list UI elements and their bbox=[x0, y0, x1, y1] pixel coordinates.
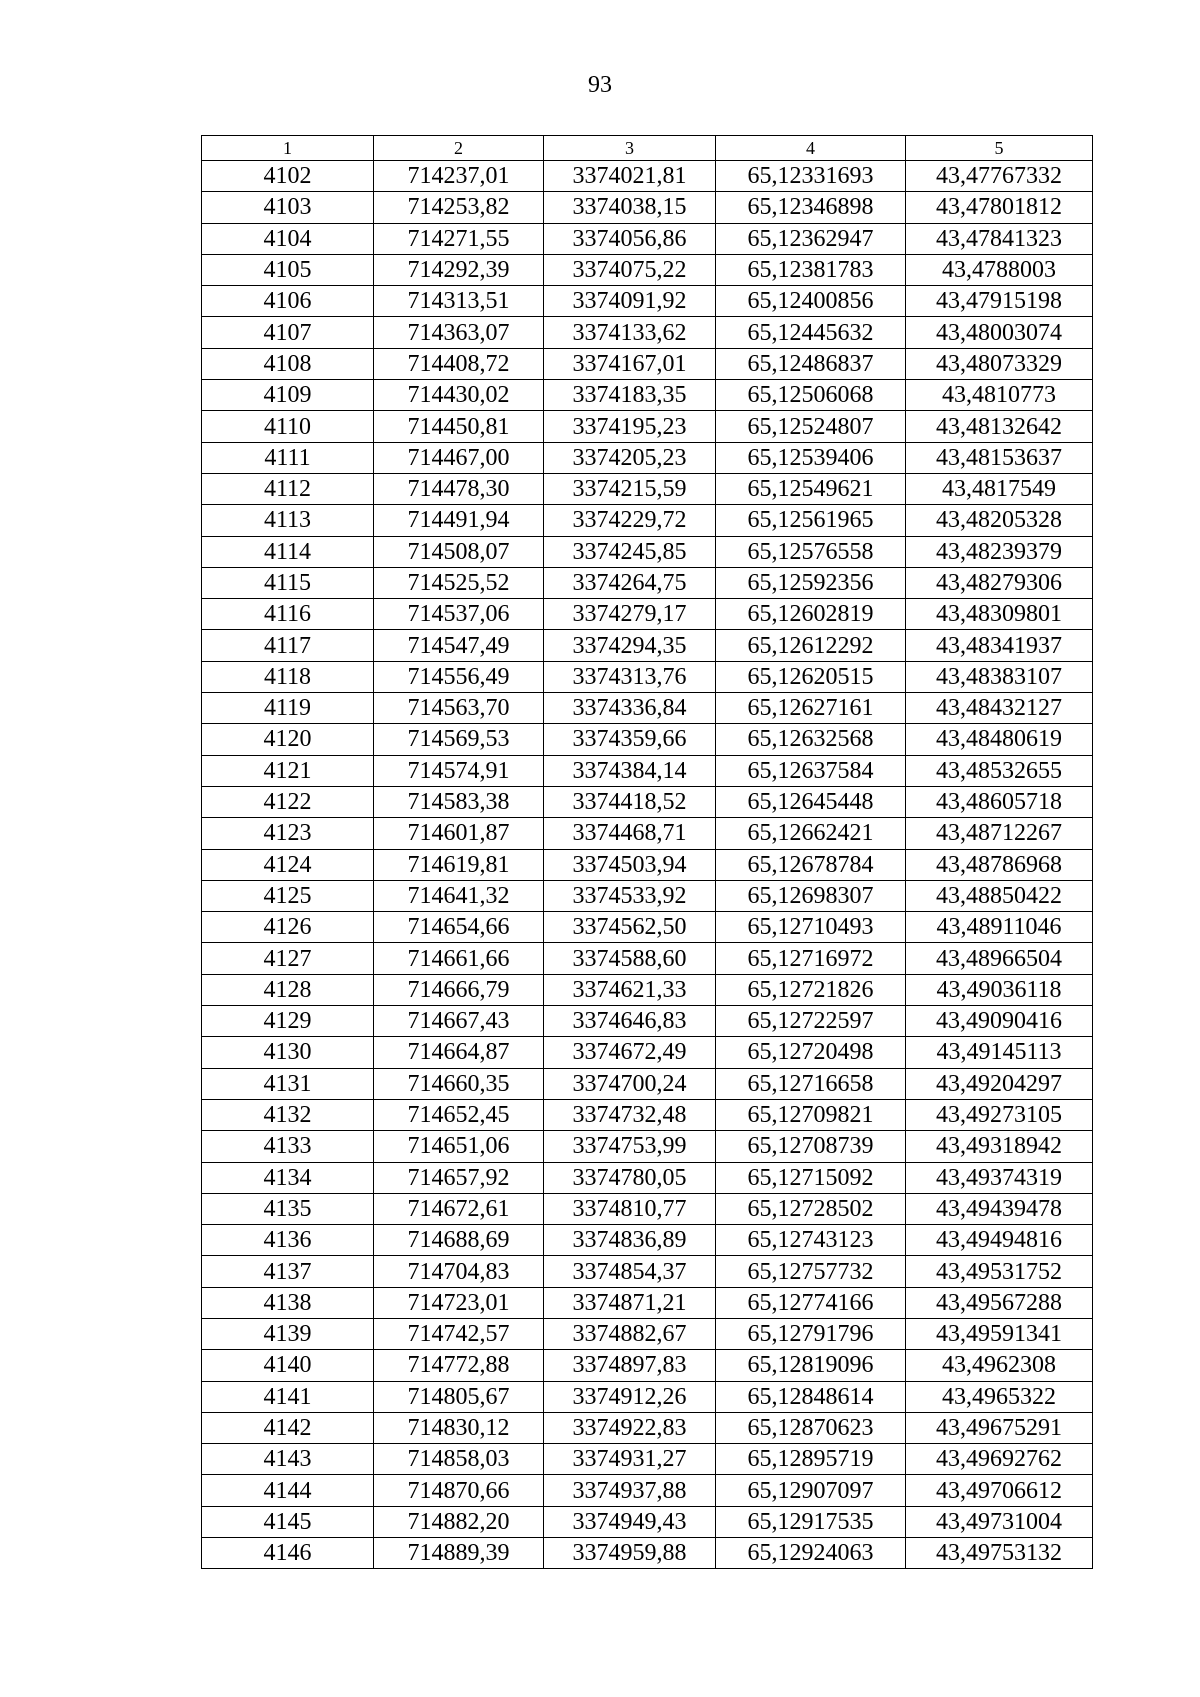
longitude-cell: 43,48480619 bbox=[906, 724, 1093, 755]
y-coordinate-cell: 3374588,60 bbox=[544, 943, 716, 974]
latitude-cell: 65,12716658 bbox=[716, 1068, 906, 1099]
x-coordinate-cell: 714601,87 bbox=[374, 818, 544, 849]
x-coordinate-cell: 714253,82 bbox=[374, 192, 544, 223]
longitude-cell: 43,49753132 bbox=[906, 1538, 1093, 1569]
longitude-cell: 43,48432127 bbox=[906, 693, 1093, 724]
x-coordinate-cell: 714657,92 bbox=[374, 1162, 544, 1193]
y-coordinate-cell: 3374646,83 bbox=[544, 1006, 716, 1037]
x-coordinate-cell: 714313,51 bbox=[374, 286, 544, 317]
longitude-cell: 43,4962308 bbox=[906, 1350, 1093, 1381]
y-coordinate-cell: 3374056,86 bbox=[544, 223, 716, 254]
y-coordinate-cell: 3374195,23 bbox=[544, 411, 716, 442]
latitude-cell: 65,12602819 bbox=[716, 599, 906, 630]
y-coordinate-cell: 3374418,52 bbox=[544, 786, 716, 817]
point-number-cell: 4105 bbox=[202, 254, 374, 285]
table-row bbox=[202, 1193, 1093, 1224]
longitude-cell: 43,47801812 bbox=[906, 192, 1093, 223]
point-number-cell: 4113 bbox=[202, 505, 374, 536]
latitude-cell: 65,12346898 bbox=[716, 192, 906, 223]
table-row bbox=[202, 630, 1093, 661]
point-number-cell: 4102 bbox=[202, 161, 374, 192]
latitude-cell: 65,12819096 bbox=[716, 1350, 906, 1381]
y-coordinate-cell: 3374621,33 bbox=[544, 974, 716, 1005]
y-coordinate-cell: 3374732,48 bbox=[544, 1099, 716, 1130]
longitude-cell: 43,47767332 bbox=[906, 161, 1093, 192]
y-coordinate-cell: 3374700,24 bbox=[544, 1068, 716, 1099]
latitude-cell: 65,12698307 bbox=[716, 880, 906, 911]
point-number-cell: 4106 bbox=[202, 286, 374, 317]
longitude-cell: 43,49567288 bbox=[906, 1287, 1093, 1318]
longitude-cell: 43,48309801 bbox=[906, 599, 1093, 630]
longitude-cell: 43,48279306 bbox=[906, 567, 1093, 598]
longitude-cell: 43,48383107 bbox=[906, 661, 1093, 692]
point-number-cell: 4121 bbox=[202, 755, 374, 786]
point-number-cell: 4132 bbox=[202, 1099, 374, 1130]
table-row bbox=[202, 724, 1093, 755]
x-coordinate-cell: 714688,69 bbox=[374, 1225, 544, 1256]
table-row bbox=[202, 473, 1093, 504]
point-number-cell: 4116 bbox=[202, 599, 374, 630]
point-number-cell: 4144 bbox=[202, 1475, 374, 1506]
y-coordinate-cell: 3374279,17 bbox=[544, 599, 716, 630]
coordinates-table bbox=[201, 135, 1093, 1569]
longitude-cell: 43,49145113 bbox=[906, 1037, 1093, 1068]
longitude-cell: 43,49204297 bbox=[906, 1068, 1093, 1099]
latitude-cell: 65,12743123 bbox=[716, 1225, 906, 1256]
latitude-cell: 65,12728502 bbox=[716, 1193, 906, 1224]
point-number-cell: 4120 bbox=[202, 724, 374, 755]
point-number-cell: 4143 bbox=[202, 1444, 374, 1475]
y-coordinate-cell: 3374503,94 bbox=[544, 849, 716, 880]
table-row bbox=[202, 1444, 1093, 1475]
table-row bbox=[202, 1538, 1093, 1569]
point-number-cell: 4108 bbox=[202, 348, 374, 379]
latitude-cell: 65,12924063 bbox=[716, 1538, 906, 1569]
latitude-cell: 65,12917535 bbox=[716, 1506, 906, 1537]
latitude-cell: 65,12870623 bbox=[716, 1412, 906, 1443]
longitude-cell: 43,49036118 bbox=[906, 974, 1093, 1005]
table-header bbox=[202, 136, 1093, 161]
x-coordinate-cell: 714574,91 bbox=[374, 755, 544, 786]
point-number-cell: 4131 bbox=[202, 1068, 374, 1099]
latitude-cell: 65,12716972 bbox=[716, 943, 906, 974]
point-number-cell: 4137 bbox=[202, 1256, 374, 1287]
y-coordinate-cell: 3374931,27 bbox=[544, 1444, 716, 1475]
longitude-cell: 43,4817549 bbox=[906, 473, 1093, 504]
table-row bbox=[202, 661, 1093, 692]
y-coordinate-cell: 3374949,43 bbox=[544, 1506, 716, 1537]
point-number-cell: 4104 bbox=[202, 223, 374, 254]
longitude-cell: 43,48605718 bbox=[906, 786, 1093, 817]
table-row bbox=[202, 849, 1093, 880]
latitude-cell: 65,12576558 bbox=[716, 536, 906, 567]
table-row bbox=[202, 1318, 1093, 1349]
longitude-cell: 43,48132642 bbox=[906, 411, 1093, 442]
y-coordinate-cell: 3374871,21 bbox=[544, 1287, 716, 1318]
y-coordinate-cell: 3374937,88 bbox=[544, 1475, 716, 1506]
latitude-cell: 65,12662421 bbox=[716, 818, 906, 849]
table-row bbox=[202, 254, 1093, 285]
latitude-cell: 65,12632568 bbox=[716, 724, 906, 755]
table-row bbox=[202, 411, 1093, 442]
x-coordinate-cell: 714556,49 bbox=[374, 661, 544, 692]
y-coordinate-cell: 3374075,22 bbox=[544, 254, 716, 285]
table-row bbox=[202, 567, 1093, 598]
longitude-cell: 43,48239379 bbox=[906, 536, 1093, 567]
longitude-cell: 43,49494816 bbox=[906, 1225, 1093, 1256]
x-coordinate-cell: 714292,39 bbox=[374, 254, 544, 285]
x-coordinate-cell: 714805,67 bbox=[374, 1381, 544, 1412]
point-number-cell: 4114 bbox=[202, 536, 374, 567]
latitude-cell: 65,12549621 bbox=[716, 473, 906, 504]
table-row bbox=[202, 286, 1093, 317]
y-coordinate-cell: 3374672,49 bbox=[544, 1037, 716, 1068]
y-coordinate-cell: 3374133,62 bbox=[544, 317, 716, 348]
y-coordinate-cell: 3374780,05 bbox=[544, 1162, 716, 1193]
latitude-cell: 65,12331693 bbox=[716, 161, 906, 192]
latitude-cell: 65,12721826 bbox=[716, 974, 906, 1005]
point-number-cell: 4130 bbox=[202, 1037, 374, 1068]
x-coordinate-cell: 714408,72 bbox=[374, 348, 544, 379]
table-row bbox=[202, 755, 1093, 786]
y-coordinate-cell: 3374167,01 bbox=[544, 348, 716, 379]
point-number-cell: 4109 bbox=[202, 380, 374, 411]
table-row bbox=[202, 536, 1093, 567]
y-coordinate-cell: 3374533,92 bbox=[544, 880, 716, 911]
y-coordinate-cell: 3374038,15 bbox=[544, 192, 716, 223]
y-coordinate-cell: 3374183,35 bbox=[544, 380, 716, 411]
y-coordinate-cell: 3374205,23 bbox=[544, 442, 716, 473]
longitude-cell: 43,48003074 bbox=[906, 317, 1093, 348]
column-header: 2 bbox=[374, 136, 544, 161]
y-coordinate-cell: 3374959,88 bbox=[544, 1538, 716, 1569]
point-number-cell: 4146 bbox=[202, 1538, 374, 1569]
table-row bbox=[202, 380, 1093, 411]
longitude-cell: 43,47841323 bbox=[906, 223, 1093, 254]
point-number-cell: 4119 bbox=[202, 693, 374, 724]
point-number-cell: 4127 bbox=[202, 943, 374, 974]
point-number-cell: 4133 bbox=[202, 1131, 374, 1162]
y-coordinate-cell: 3374021,81 bbox=[544, 161, 716, 192]
table-row bbox=[202, 1037, 1093, 1068]
point-number-cell: 4134 bbox=[202, 1162, 374, 1193]
table-row bbox=[202, 223, 1093, 254]
x-coordinate-cell: 714664,87 bbox=[374, 1037, 544, 1068]
x-coordinate-cell: 714583,38 bbox=[374, 786, 544, 817]
x-coordinate-cell: 714491,94 bbox=[374, 505, 544, 536]
table-row bbox=[202, 974, 1093, 1005]
x-coordinate-cell: 714704,83 bbox=[374, 1256, 544, 1287]
x-coordinate-cell: 714271,55 bbox=[374, 223, 544, 254]
longitude-cell: 43,49731004 bbox=[906, 1506, 1093, 1537]
latitude-cell: 65,12524807 bbox=[716, 411, 906, 442]
point-number-cell: 4140 bbox=[202, 1350, 374, 1381]
x-coordinate-cell: 714619,81 bbox=[374, 849, 544, 880]
column-header: 3 bbox=[544, 136, 716, 161]
header-row bbox=[202, 136, 1093, 161]
point-number-cell: 4112 bbox=[202, 473, 374, 504]
table-row bbox=[202, 1225, 1093, 1256]
table-row bbox=[202, 192, 1093, 223]
x-coordinate-cell: 714525,52 bbox=[374, 567, 544, 598]
longitude-cell: 43,49318942 bbox=[906, 1131, 1093, 1162]
longitude-cell: 43,49439478 bbox=[906, 1193, 1093, 1224]
x-coordinate-cell: 714508,07 bbox=[374, 536, 544, 567]
table-row bbox=[202, 348, 1093, 379]
x-coordinate-cell: 714661,66 bbox=[374, 943, 544, 974]
y-coordinate-cell: 3374245,85 bbox=[544, 536, 716, 567]
latitude-cell: 65,12645448 bbox=[716, 786, 906, 817]
latitude-cell: 65,12627161 bbox=[716, 693, 906, 724]
point-number-cell: 4135 bbox=[202, 1193, 374, 1224]
latitude-cell: 65,12486837 bbox=[716, 348, 906, 379]
table-row bbox=[202, 880, 1093, 911]
y-coordinate-cell: 3374294,35 bbox=[544, 630, 716, 661]
table-row bbox=[202, 786, 1093, 817]
longitude-cell: 43,48341937 bbox=[906, 630, 1093, 661]
longitude-cell: 43,48073329 bbox=[906, 348, 1093, 379]
latitude-cell: 65,12895719 bbox=[716, 1444, 906, 1475]
x-coordinate-cell: 714870,66 bbox=[374, 1475, 544, 1506]
y-coordinate-cell: 3374810,77 bbox=[544, 1193, 716, 1224]
column-header: 5 bbox=[906, 136, 1093, 161]
latitude-cell: 65,12791796 bbox=[716, 1318, 906, 1349]
table-body bbox=[202, 161, 1093, 1569]
x-coordinate-cell: 714742,57 bbox=[374, 1318, 544, 1349]
table-row bbox=[202, 943, 1093, 974]
x-coordinate-cell: 714666,79 bbox=[374, 974, 544, 1005]
x-coordinate-cell: 714569,53 bbox=[374, 724, 544, 755]
table-row bbox=[202, 1412, 1093, 1443]
table-row bbox=[202, 161, 1093, 192]
y-coordinate-cell: 3374836,89 bbox=[544, 1225, 716, 1256]
point-number-cell: 4136 bbox=[202, 1225, 374, 1256]
latitude-cell: 65,12362947 bbox=[716, 223, 906, 254]
point-number-cell: 4142 bbox=[202, 1412, 374, 1443]
point-number-cell: 4117 bbox=[202, 630, 374, 661]
table-row bbox=[202, 912, 1093, 943]
y-coordinate-cell: 3374753,99 bbox=[544, 1131, 716, 1162]
x-coordinate-cell: 714882,20 bbox=[374, 1506, 544, 1537]
point-number-cell: 4124 bbox=[202, 849, 374, 880]
point-number-cell: 4115 bbox=[202, 567, 374, 598]
x-coordinate-cell: 714237,01 bbox=[374, 161, 544, 192]
latitude-cell: 65,12774166 bbox=[716, 1287, 906, 1318]
table-row bbox=[202, 693, 1093, 724]
x-coordinate-cell: 714672,61 bbox=[374, 1193, 544, 1224]
longitude-cell: 43,48532655 bbox=[906, 755, 1093, 786]
latitude-cell: 65,12637584 bbox=[716, 755, 906, 786]
x-coordinate-cell: 714654,66 bbox=[374, 912, 544, 943]
longitude-cell: 43,48911046 bbox=[906, 912, 1093, 943]
point-number-cell: 4138 bbox=[202, 1287, 374, 1318]
x-coordinate-cell: 714467,00 bbox=[374, 442, 544, 473]
point-number-cell: 4110 bbox=[202, 411, 374, 442]
y-coordinate-cell: 3374091,92 bbox=[544, 286, 716, 317]
latitude-cell: 65,12381783 bbox=[716, 254, 906, 285]
y-coordinate-cell: 3374854,37 bbox=[544, 1256, 716, 1287]
point-number-cell: 4118 bbox=[202, 661, 374, 692]
longitude-cell: 43,49675291 bbox=[906, 1412, 1093, 1443]
latitude-cell: 65,12720498 bbox=[716, 1037, 906, 1068]
y-coordinate-cell: 3374562,50 bbox=[544, 912, 716, 943]
y-coordinate-cell: 3374359,66 bbox=[544, 724, 716, 755]
latitude-cell: 65,12612292 bbox=[716, 630, 906, 661]
table-row bbox=[202, 599, 1093, 630]
longitude-cell: 43,48966504 bbox=[906, 943, 1093, 974]
table-row bbox=[202, 1162, 1093, 1193]
latitude-cell: 65,12620515 bbox=[716, 661, 906, 692]
table-row bbox=[202, 1131, 1093, 1162]
page-number: 93 bbox=[588, 72, 612, 98]
x-coordinate-cell: 714430,02 bbox=[374, 380, 544, 411]
y-coordinate-cell: 3374336,84 bbox=[544, 693, 716, 724]
x-coordinate-cell: 714563,70 bbox=[374, 693, 544, 724]
latitude-cell: 65,12592356 bbox=[716, 567, 906, 598]
table-row bbox=[202, 1287, 1093, 1318]
longitude-cell: 43,49531752 bbox=[906, 1256, 1093, 1287]
y-coordinate-cell: 3374215,59 bbox=[544, 473, 716, 504]
latitude-cell: 65,12400856 bbox=[716, 286, 906, 317]
longitude-cell: 43,4810773 bbox=[906, 380, 1093, 411]
y-coordinate-cell: 3374922,83 bbox=[544, 1412, 716, 1443]
table-row bbox=[202, 442, 1093, 473]
x-coordinate-cell: 714537,06 bbox=[374, 599, 544, 630]
y-coordinate-cell: 3374264,75 bbox=[544, 567, 716, 598]
longitude-cell: 43,49591341 bbox=[906, 1318, 1093, 1349]
x-coordinate-cell: 714478,30 bbox=[374, 473, 544, 504]
x-coordinate-cell: 714450,81 bbox=[374, 411, 544, 442]
point-number-cell: 4107 bbox=[202, 317, 374, 348]
x-coordinate-cell: 714547,49 bbox=[374, 630, 544, 661]
point-number-cell: 4129 bbox=[202, 1006, 374, 1037]
longitude-cell: 43,49273105 bbox=[906, 1099, 1093, 1130]
x-coordinate-cell: 714830,12 bbox=[374, 1412, 544, 1443]
table-row bbox=[202, 1475, 1093, 1506]
longitude-cell: 43,48712267 bbox=[906, 818, 1093, 849]
x-coordinate-cell: 714363,07 bbox=[374, 317, 544, 348]
table-row bbox=[202, 317, 1093, 348]
latitude-cell: 65,12710493 bbox=[716, 912, 906, 943]
point-number-cell: 4123 bbox=[202, 818, 374, 849]
longitude-cell: 43,48850422 bbox=[906, 880, 1093, 911]
latitude-cell: 65,12539406 bbox=[716, 442, 906, 473]
x-coordinate-cell: 714641,32 bbox=[374, 880, 544, 911]
longitude-cell: 43,4788003 bbox=[906, 254, 1093, 285]
y-coordinate-cell: 3374384,14 bbox=[544, 755, 716, 786]
y-coordinate-cell: 3374912,26 bbox=[544, 1381, 716, 1412]
table-row bbox=[202, 818, 1093, 849]
point-number-cell: 4145 bbox=[202, 1506, 374, 1537]
longitude-cell: 43,48153637 bbox=[906, 442, 1093, 473]
table-row bbox=[202, 505, 1093, 536]
latitude-cell: 65,12445632 bbox=[716, 317, 906, 348]
x-coordinate-cell: 714651,06 bbox=[374, 1131, 544, 1162]
latitude-cell: 65,12709821 bbox=[716, 1099, 906, 1130]
point-number-cell: 4111 bbox=[202, 442, 374, 473]
longitude-cell: 43,49706612 bbox=[906, 1475, 1093, 1506]
longitude-cell: 43,49692762 bbox=[906, 1444, 1093, 1475]
latitude-cell: 65,12907097 bbox=[716, 1475, 906, 1506]
y-coordinate-cell: 3374468,71 bbox=[544, 818, 716, 849]
longitude-cell: 43,4965322 bbox=[906, 1381, 1093, 1412]
latitude-cell: 65,12708739 bbox=[716, 1131, 906, 1162]
column-header: 1 bbox=[202, 136, 374, 161]
x-coordinate-cell: 714660,35 bbox=[374, 1068, 544, 1099]
latitude-cell: 65,12848614 bbox=[716, 1381, 906, 1412]
longitude-cell: 43,49374319 bbox=[906, 1162, 1093, 1193]
longitude-cell: 43,48786968 bbox=[906, 849, 1093, 880]
longitude-cell: 43,48205328 bbox=[906, 505, 1093, 536]
table-row bbox=[202, 1006, 1093, 1037]
table-row bbox=[202, 1099, 1093, 1130]
point-number-cell: 4141 bbox=[202, 1381, 374, 1412]
x-coordinate-cell: 714889,39 bbox=[374, 1538, 544, 1569]
point-number-cell: 4139 bbox=[202, 1318, 374, 1349]
latitude-cell: 65,12715092 bbox=[716, 1162, 906, 1193]
y-coordinate-cell: 3374897,83 bbox=[544, 1350, 716, 1381]
longitude-cell: 43,47915198 bbox=[906, 286, 1093, 317]
latitude-cell: 65,12678784 bbox=[716, 849, 906, 880]
latitude-cell: 65,12561965 bbox=[716, 505, 906, 536]
y-coordinate-cell: 3374313,76 bbox=[544, 661, 716, 692]
y-coordinate-cell: 3374882,67 bbox=[544, 1318, 716, 1349]
x-coordinate-cell: 714772,88 bbox=[374, 1350, 544, 1381]
y-coordinate-cell: 3374229,72 bbox=[544, 505, 716, 536]
table-row bbox=[202, 1256, 1093, 1287]
table-row bbox=[202, 1381, 1093, 1412]
x-coordinate-cell: 714858,03 bbox=[374, 1444, 544, 1475]
point-number-cell: 4126 bbox=[202, 912, 374, 943]
column-header: 4 bbox=[716, 136, 906, 161]
latitude-cell: 65,12722597 bbox=[716, 1006, 906, 1037]
point-number-cell: 4128 bbox=[202, 974, 374, 1005]
latitude-cell: 65,12506068 bbox=[716, 380, 906, 411]
point-number-cell: 4125 bbox=[202, 880, 374, 911]
x-coordinate-cell: 714652,45 bbox=[374, 1099, 544, 1130]
latitude-cell: 65,12757732 bbox=[716, 1256, 906, 1287]
point-number-cell: 4122 bbox=[202, 786, 374, 817]
x-coordinate-cell: 714667,43 bbox=[374, 1006, 544, 1037]
table-row bbox=[202, 1506, 1093, 1537]
x-coordinate-cell: 714723,01 bbox=[374, 1287, 544, 1318]
table-row bbox=[202, 1350, 1093, 1381]
longitude-cell: 43,49090416 bbox=[906, 1006, 1093, 1037]
point-number-cell: 4103 bbox=[202, 192, 374, 223]
table-row bbox=[202, 1068, 1093, 1099]
